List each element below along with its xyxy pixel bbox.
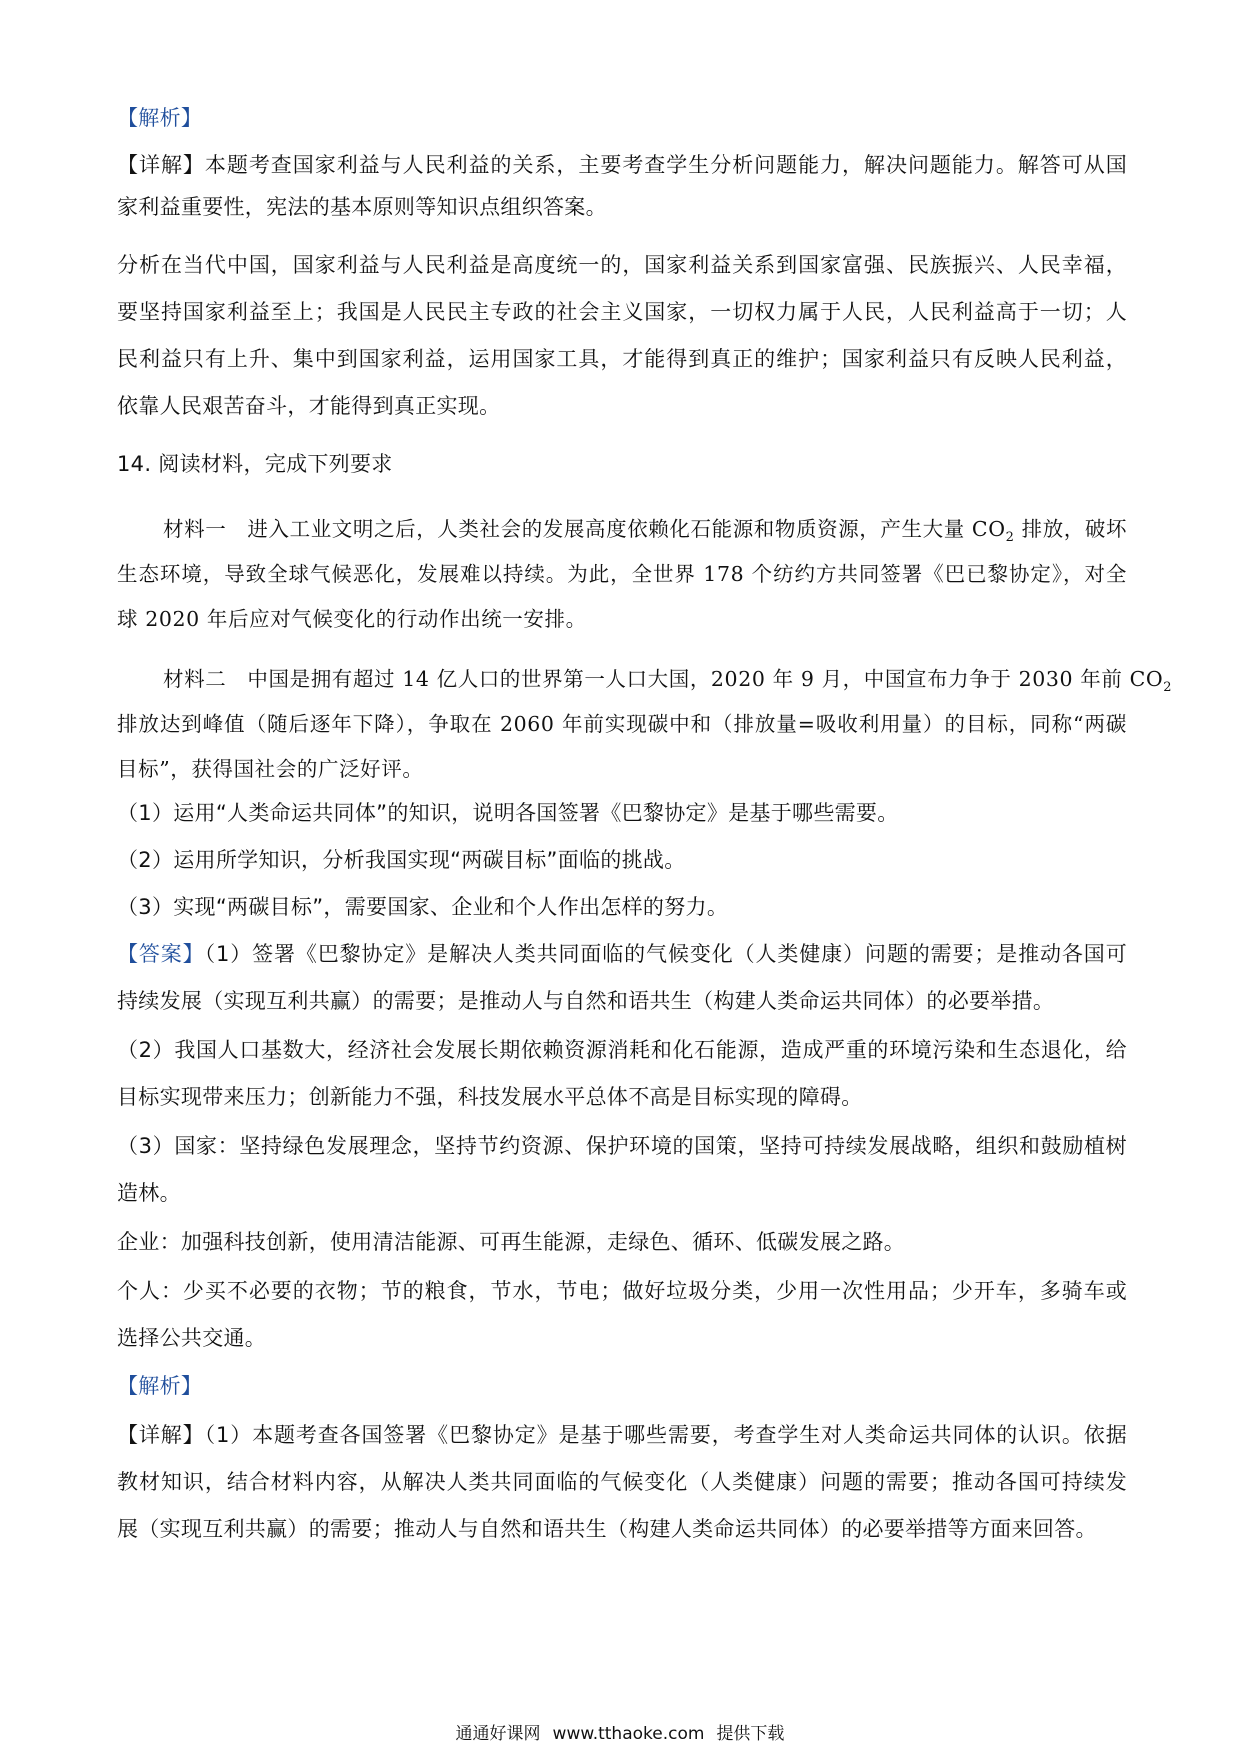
co2-subscript: 2	[1163, 680, 1173, 696]
material-2-line-3: 目标”，获得国社会的广泛好评。	[117, 757, 424, 781]
detail-2-line-2: 教材知识，结合材料内容，从解决人类共同面临的气候变化（人类健康）问题的需要；推动各国可持续发	[117, 1470, 1127, 1494]
detail-line-2: 家利益重要性，宪法的基本原则等知识点组织答案。	[117, 195, 607, 219]
material-1-line-3: 球 2020 年后应对气候变化的行动作出统一安排。	[117, 607, 587, 631]
answer-personal-line-1: 个人：少买不必要的衣物；节的粮食，节水，节电；做好垃圾分类，少用一次性用品；少开车，多骑车或	[117, 1279, 1127, 1303]
analysis-para-line-2: 要坚持国家利益至上；我国是人民民主专政的社会主义国家，一切权力属于人民，人民利益高于一切；人	[117, 300, 1127, 324]
requirement-1: （1）运用“人类命运共同体”的知识，说明各国签署《巴黎协定》是基于哪些需要。	[117, 801, 899, 825]
material-2-text-a: 材料二 中国是拥有超过 14 亿人口的世界第一人口大国，2020 年 9 月，中国宣布力争于 2030 年前 CO	[163, 667, 1164, 691]
requirement-2: （2）运用所学知识，分析我国实现“两碳目标”面临的挑战。	[117, 848, 686, 872]
answer-enterprise: 企业：加强科技创新，使用清洁能源、可再生能源，走绿色、循环、低碳发展之路。	[117, 1230, 906, 1254]
answer-3-line-1: （3）国家：坚持绿色发展理念，坚持节约资源、保护环境的国策，坚持可持续发展战略，组织和鼓励植树	[117, 1134, 1127, 1158]
analysis-para-line-4: 依靠人民艰苦奋斗，才能得到真正实现。	[117, 394, 501, 418]
material-1-line-1	[163, 514, 1127, 544]
footer-site-name: 通通好课网	[455, 1724, 541, 1744]
detail-tag-2: 【详解】	[117, 1423, 205, 1447]
analysis-para-line-1: 分析在当代中国，国家利益与人民利益是高度统一的，国家利益关系到国家富强、民族振兴、人民幸福，	[117, 253, 1127, 277]
answer-line-2: 持续发展（实现互利共赢）的需要；是推动人与自然和语共生（构建人类命运共同体）的必要举措。	[117, 989, 1055, 1013]
answer-tag: 【答案】	[117, 942, 205, 966]
page-footer	[0, 1722, 1240, 1746]
detail-2-line-3: 展（实现互利共赢）的需要；推动人与自然和语共生（构建人类命运共同体）的必要举措等方面来回答。	[117, 1517, 1097, 1541]
material-1-text-b: 排放，破坏	[1014, 517, 1128, 541]
answer-text: （1）签署《巴黎协定》是解决人类共同面临的气候变化（人类健康）问题的需要；是推动各国可	[204, 942, 1127, 966]
answer-3-line-2: 造林。	[117, 1181, 181, 1205]
footer-url[interactable]: www.tthaoke.com	[552, 1724, 705, 1744]
material-2-line-2: 排放达到峰值（随后逐年下降），争取在 2060 年前实现碳中和（排放量=吸收利用量）的目标，同称“两碳	[117, 712, 1127, 736]
footer-action: 提供下载	[716, 1724, 785, 1744]
material-2-line-1	[163, 664, 1173, 696]
material-1-text-a: 材料一 进入工业文明之后，人类社会的发展高度依赖化石能源和物质资源，产生大量 CO	[163, 517, 1006, 541]
answer-line-1	[117, 939, 1127, 969]
detail-2-line-1	[117, 1420, 1127, 1450]
co2-subscript: 2	[1005, 530, 1015, 546]
analysis-para-line-3: 民利益只有上升、集中到国家利益，运用国家工具，才能得到真正的维护；国家利益只有反映人民利益，	[117, 347, 1127, 371]
answer-2-line-1: （2）我国人口基数大，经济社会发展长期依赖资源消耗和化石能源，造成严重的环境污染和生态退化，给	[117, 1038, 1127, 1062]
detail-tag: 【详解】	[117, 153, 205, 177]
detail-text: 本题考查国家利益与人民利益的关系，主要考查学生分析问题能力，解决问题能力。解答可从国	[204, 153, 1127, 177]
material-1-line-2: 生态环境，导致全球气候恶化，发展难以持续。为此，全世界 178 个纺约方共同签署《巴已黎协定》，对全	[117, 562, 1127, 586]
detail-text-2: （1）本题考查各国签署《巴黎协定》是基于哪些需要，考查学生对人类命运共同体的认识。依据	[204, 1423, 1127, 1447]
answer-2-line-2: 目标实现带来压力；创新能力不强，科技发展水平总体不高是目标实现的障碍。	[117, 1085, 863, 1109]
requirement-3: （3）实现“两碳目标”，需要国家、企业和个人作出怎样的努力。	[117, 895, 729, 919]
analysis-heading: 【解析】	[117, 106, 203, 130]
detail-line-1	[117, 150, 1127, 180]
answer-personal-line-2: 选择公共交通。	[117, 1326, 267, 1350]
analysis-heading-2: 【解析】	[117, 1374, 203, 1398]
question-14-title: 14. 阅读材料，完成下列要求	[117, 452, 393, 476]
